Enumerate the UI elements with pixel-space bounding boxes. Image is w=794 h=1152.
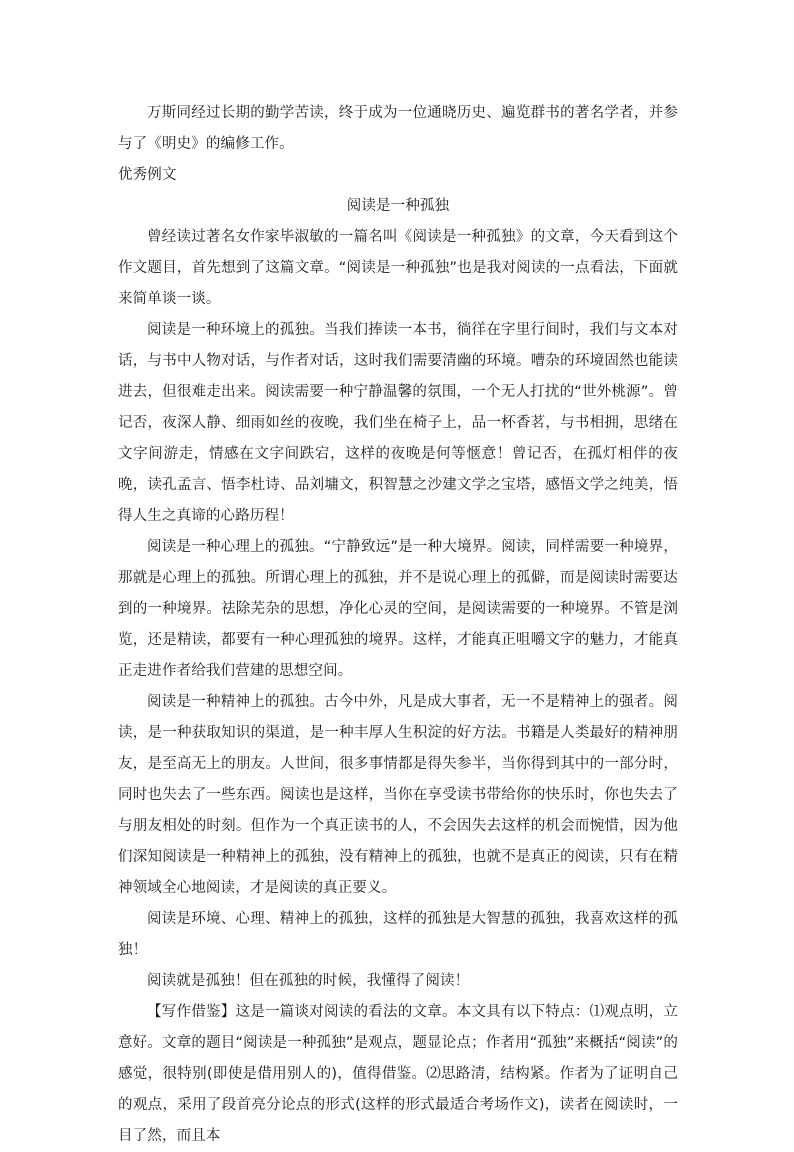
essay-paragraph: 阅读是一种精神上的孤独。古今中外，凡是成大事者，无一不是精神上的强者。阅读，是一种获取知识的渠道，是一种丰厚人生积淀的好方法。书籍是人类最好的精神朋友，是至高无上的朋友。人世间，很多事情都是得失参半，当你得到其中的一部分时，同时也失去了一些东西。阅读也是这样，当你在享受读书带给你的快乐时，你也失去了与朋友相处的时刻。但作为一个真正读书的人，不会因失去这样的机会而惋惜，因为他们深知阅读是一种精神上的孤独，没有精神上的孤独，也就不是真正的阅读，只有在精神领域全心地阅读，才是阅读的真正要义。: [118, 694, 678, 896]
commentary-text: 这是一篇谈对阅读的看法的文章。本文具有以下特点：⑴观点明，立意好。文章的题目“阅读是一种孤独”是观点，题显论点；作者用“孤独”来概括“阅读”的感觉，很特别(即使是借用别人的)，值得借鉴。⑵思路清，结构紧。作者为了证明自己的观点，采用了段首亮分论点的形式(这样的形式最适合考场作文)，读者在阅读时，一目了然，而且本: [118, 1004, 678, 1144]
essay-paragraph: 曾经读过著名女作家毕淑敏的一篇名叫《阅读是一种孤独》的文章，今天看到这个作文题目，首先想到了这篇文章。“阅读是一种孤独”也是我对阅读的一点看法，下面就来简单谈一谈。: [118, 229, 678, 307]
document-page: [118, 98, 678, 1152]
essay-paragraph: 阅读是一种环境上的孤独。当我们捧读一本书，徜徉在字里行间时，我们与文本对话，与书中人物对话，与作者对话，这时我们需要清幽的环境。嘈杂的环境固然也能读进去，但很难走出来。阅读需要一种宁静温馨的氛围，一个无人打扰的“世外桃源”。曾记否，夜深人静、细雨如丝的夜晚，我们坐在椅子上，品一杯香茗，与书相拥，思绪在文字间游走，情感在文字间跌宕，这样的夜晚是何等惬意！曾记否，在孤灯相伴的夜晚，读孔孟言、悟李杜诗、品刘墉文，积智慧之沙建文学之宝塔，感悟文学之纯美，悟得人生之真谛的心路历程！: [118, 322, 678, 524]
essay-paragraph: 阅读是环境、心理、精神上的孤独，这样的孤独是大智慧的孤独，我喜欢这样的孤独！: [118, 911, 678, 958]
commentary-paragraph: [118, 997, 678, 1152]
essay-paragraph: 阅读是一种心理上的孤独。“宁静致远”是一种大境界。阅读，同样需要一种境界，那就是心理上的孤独。所谓心理上的孤独，并不是说心理上的孤僻，而是阅读时需要达到的一种境界。祛除芜杂的思想，净化心灵的空间，是阅读需要的一种境界。不管是浏览，还是精读，都要有一种心理孤独的境界。这样，才能真正咀嚼文字的魅力，才能真正走进作者给我们营建的思想空间。: [118, 539, 678, 679]
intro-paragraph: 万斯同经过长期的勤学苦读，终于成为一位通晓历史、遍览群书的著名学者，并参与了《明史》的编修工作。: [118, 105, 678, 152]
essay-paragraph: 阅读就是孤独！但在孤独的时候，我懂得了阅读！: [147, 973, 470, 989]
section-label: 优秀例文: [118, 167, 177, 183]
commentary-label: 【写作借鉴】: [147, 1004, 236, 1020]
essay-title: 阅读是一种孤独: [346, 198, 450, 214]
